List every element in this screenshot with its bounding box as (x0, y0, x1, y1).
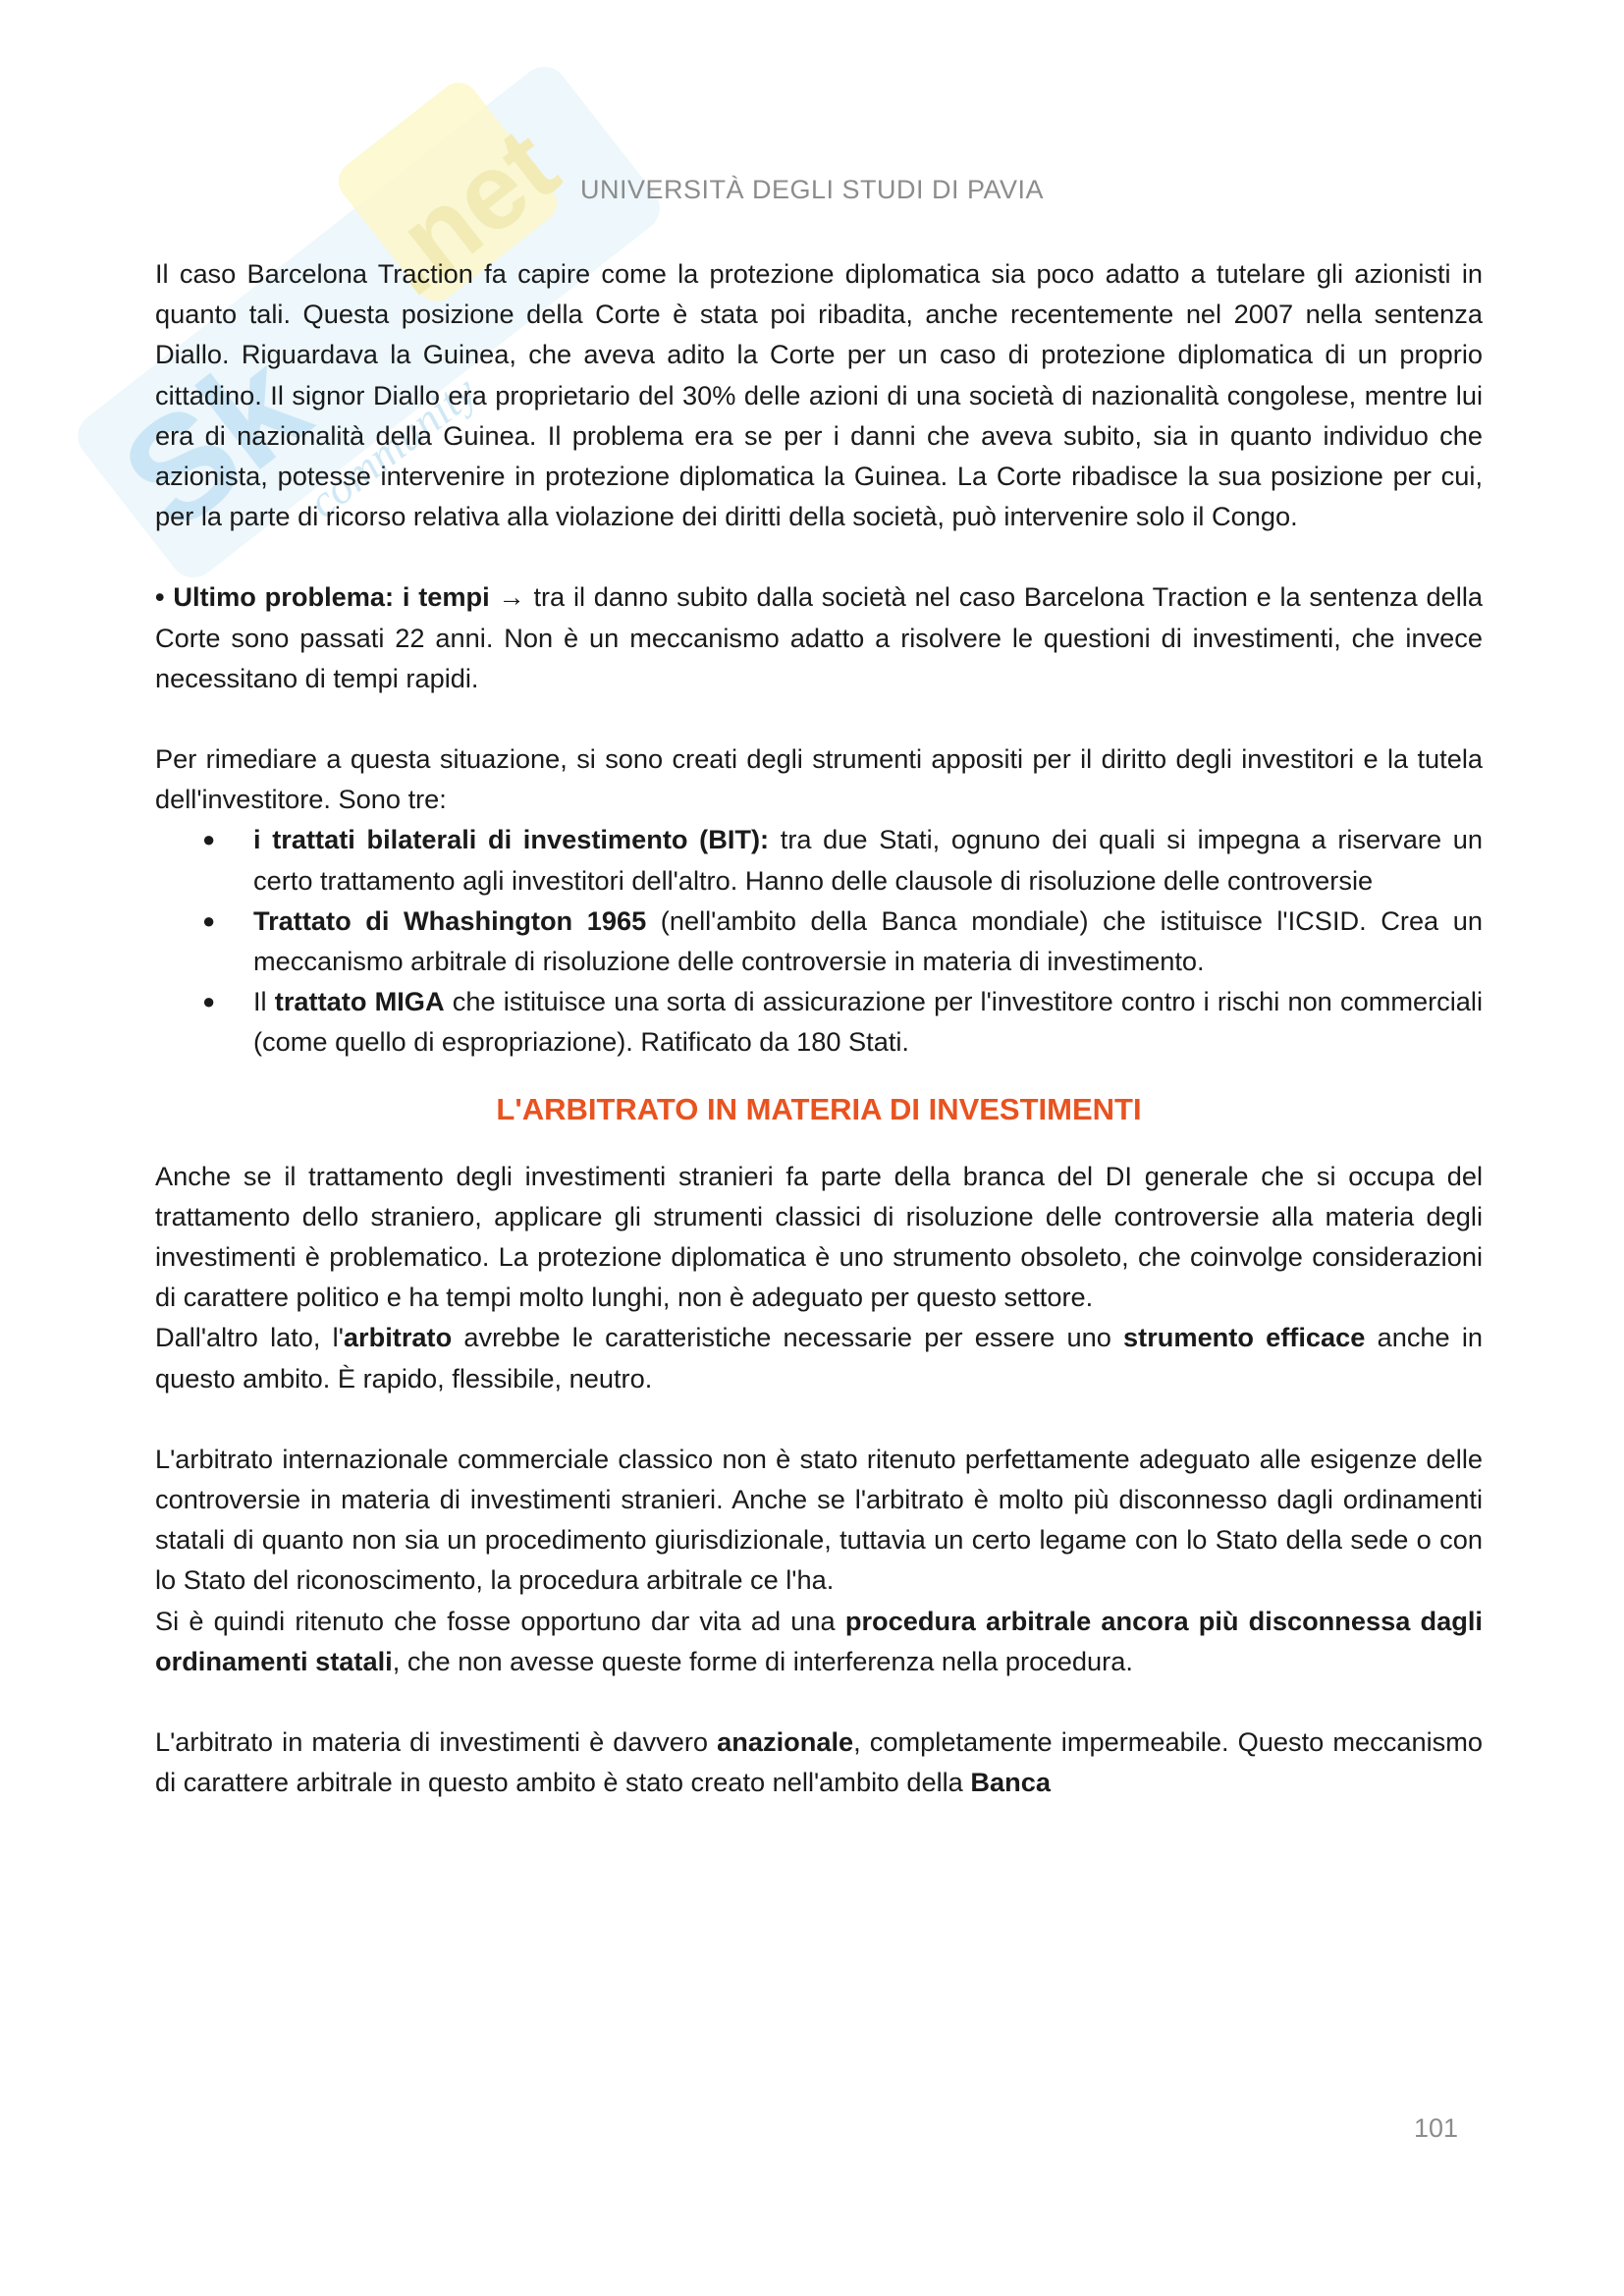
paragraph-arbitrato-commerciale: L'arbitrato internazionale commerciale classico non è stato ritenuto perfettamente adeguato alle esigenze delle controversie in materia di investimenti stranieri. Anche se l'arbitrato è molto più disconnesso dagli ordinamenti statali di quanto non sia un procedimento giurisdizionale, tuttavia un certo legame con lo Stato della sede o con lo Stato del riconoscimento, la procedura arbitrale ce l'ha. (155, 1443, 1483, 1596)
bold-run: strumento efficace (1123, 1322, 1366, 1353)
svg-text:.net: .net (353, 104, 580, 319)
list-item-text: (nell'ambito della Banca mondiale) che istituisce l'ICSID. Crea un meccanismo arbitrale di risoluzione delle controversie in materia di investimento. (253, 904, 1483, 977)
list-item (155, 981, 1483, 1062)
paragraph-ultimo-problema (155, 576, 1483, 698)
text-run: Si è quindi ritenuto che fosse opportuno dar vita ad una (155, 1605, 845, 1636)
page-header (0, 175, 1624, 205)
list-item-text: tra due Stati, ognuno dei quali si impegna a riservare un certo trattamento agli investitori dell'altro. Hanno delle clausole di risoluzione delle controversie (253, 824, 1483, 896)
bold-run: anazionale (717, 1726, 854, 1758)
text-run: , che non avesse queste forme di interferenza nella procedura. (392, 1645, 1133, 1676)
bullet-icon: ● (202, 989, 216, 1014)
text-run: , completamente impermeabile. Questo meccanismo di carattere arbitrale in questo ambito è stato creato nell'ambito della (155, 1726, 1483, 1798)
bold-run: Banca (970, 1767, 1051, 1798)
list-item-bold: Trattato di Whashington 1965 (253, 904, 647, 936)
list-item-text: che istituisce una sorta di assicurazione per l'investitore contro i rischi non commerciali (come quello di espropriazione). Ratificato da 180 Stati. (253, 986, 1483, 1058)
paragraph-trattamento: Anche se il trattamento degli investimenti stranieri fa parte della branca del DI generale che si occupa del trattamento dello straniero, applicare gli strumenti classici di risoluzione delle controversie alla materia degli investimenti è problematico. La protezione diplomatica è uno strumento obsoleto, che coinvolge considerazioni di carattere politico e ha tempi molto lunghi, non è adeguato per questo settore. (155, 1160, 1483, 1313)
text-run: L'arbitrato in materia di investimenti è davvero (155, 1726, 718, 1758)
page-number: 101 (1414, 2113, 1459, 2143)
paragraph-rimediare: Per rimediare a questa situazione, si sono creati degli strumenti appositi per il diritto degli investitori e la tutela dell'investitore. Sono tre: (155, 743, 1483, 815)
paragraph-procedura (155, 1601, 1483, 1681)
paragraph-arbitrato (155, 1317, 1483, 1397)
section-title: L'ARBITRATO IN MATERIA DI INVESTIMENTI (496, 1091, 1142, 1126)
list-item (155, 901, 1483, 981)
text-run: Dall'altro lato, l' (155, 1322, 344, 1353)
svg-text:Sk: Sk (92, 319, 337, 562)
ultimo-problema-heading: Ultimo problema: i tempi → (173, 581, 525, 613)
bullet-icon: ● (202, 907, 216, 933)
text-run: anche in questo ambito. È rapido, flessibile, neutro. (155, 1322, 1484, 1394)
bold-run: arbitrato (343, 1322, 453, 1353)
svg-text:community: community (298, 365, 486, 527)
list-item-bold: trattato MIGA (274, 986, 445, 1017)
bullet-marker: • (155, 581, 165, 613)
university-name: UNIVERSITÀ DEGLI STUDI DI PAVIA (579, 175, 1045, 204)
list-item (155, 819, 1483, 900)
paragraph-anazionale (155, 1722, 1483, 1802)
ultimo-problema-text: tra il danno subito dalla società nel caso Barcelona Traction e la sentenza della Corte sono passati 22 anni. Non è un meccanismo adatto a risolvere le questioni di investimenti, che invece necessitano di tempi rapidi. (155, 581, 1483, 693)
bold-run: procedura arbitrale ancora più disconnessa dagli ordinamenti statali (155, 1605, 1483, 1676)
list-item-bold: i trattati bilaterali di investimento (BIT): (253, 824, 770, 855)
list-item-prefix: Il (253, 986, 275, 1017)
bullet-icon: ● (202, 827, 216, 852)
text-run: avrebbe le caratteristiche necessarie per essere uno (452, 1322, 1124, 1353)
paragraph-barcelona-traction: Il caso Barcelona Traction fa capire come la protezione diplomatica sia poco adatto a tutelare gli azionisti in quanto tali. Questa posizione della Corte è stata poi ribadita, anche recentemente nel 2007 nella sentenza Diallo. Riguardava la Guinea, che aveva adito la Corte per un caso di protezione diplomatica di un proprio cittadino. Il signor Diallo era proprietario del 30% delle azioni di una società di nazionalità congolese, mentre lui era di nazionalità della Guinea. Il problema era se per i danni che aveva subito, sia in quanto individuo che azionista, potesse intervenire in protezione diplomatica la Guinea. La Corte ribadisce la sua posizione per cui, per la parte di ricorso relativa alla violazione dei diritti della società, può intervenire solo il Congo. (155, 258, 1483, 532)
instruments-list (155, 819, 1483, 1062)
document-body (155, 253, 1483, 1803)
